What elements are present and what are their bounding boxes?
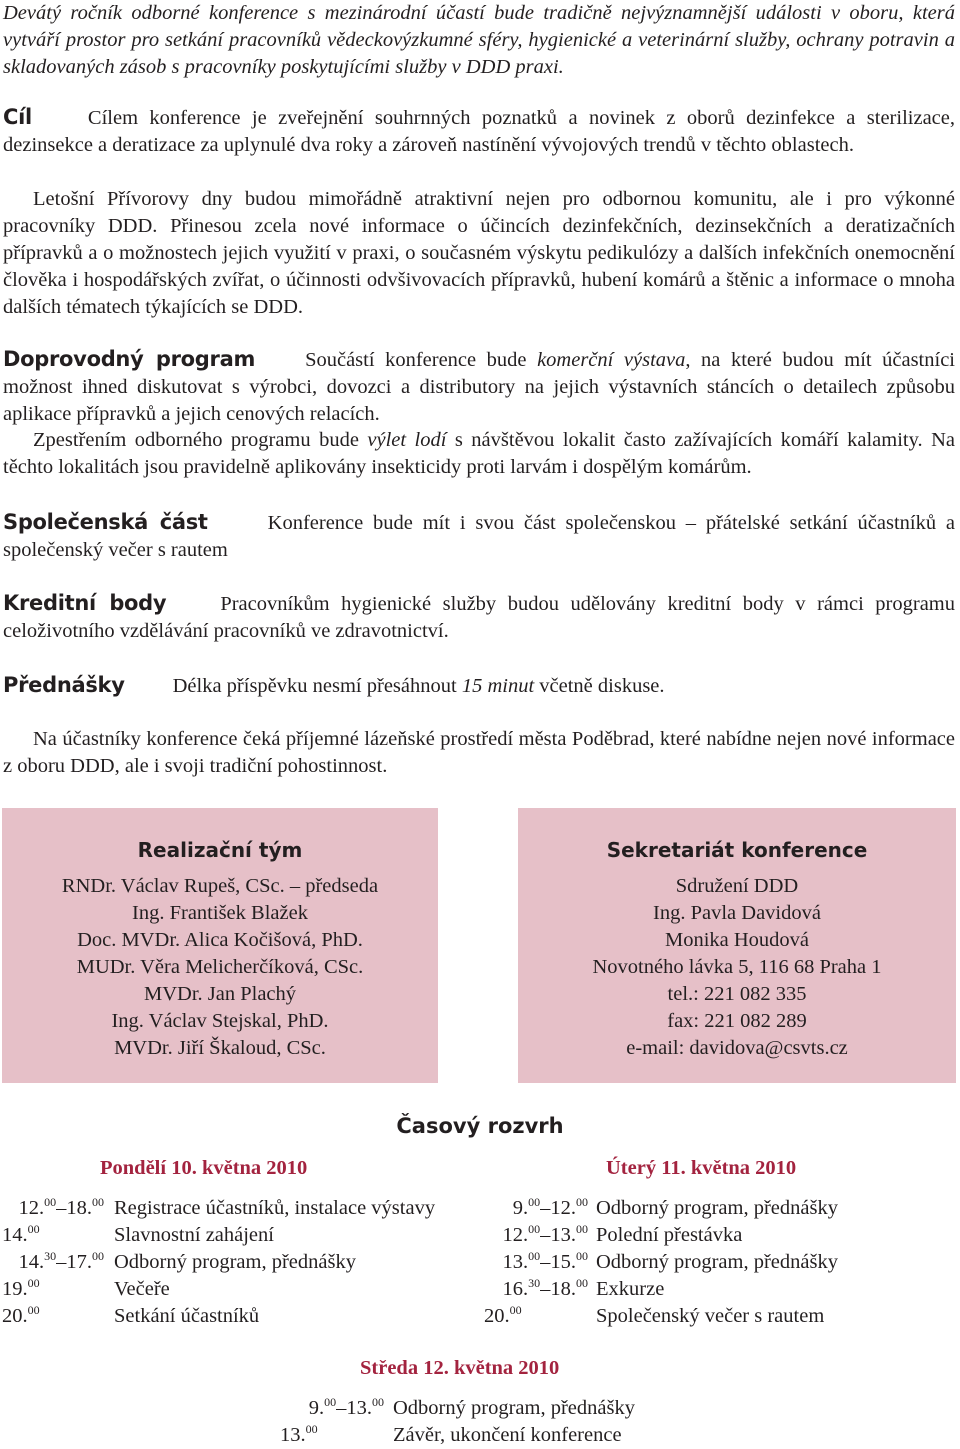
- accompanying-program-section: [3, 346, 955, 428]
- schedule-item-text: Odborný program, přednášky: [114, 1251, 356, 1273]
- schedule-title: Časový rozvrh: [396, 1114, 564, 1138]
- team-member: RNDr. Václav Rupeš, CSc. – předseda: [61, 875, 379, 897]
- accompanying-text-em: komerční výstava: [537, 349, 686, 371]
- schedule-day-heading: Úterý 11. května 2010: [606, 1157, 797, 1179]
- secretariat-list: [518, 873, 956, 1062]
- social-heading: Společenská část: [3, 510, 208, 534]
- secretariat-line: Monika Houdová: [664, 929, 810, 951]
- goal-text: Cílem konference je zveřejnění souhrnných poznatků a novinek z oborů dezinfekce a sterilizace, dezinsekce a deratizace za uplynulé dva roky a zároveň nastínění vývojových trendů v těchto oblastech.: [3, 107, 955, 156]
- team-list: [2, 873, 438, 1062]
- schedule-time: 9.00–13.00: [308, 1395, 384, 1419]
- schedule-item-text: Večeře: [114, 1278, 170, 1300]
- accompanying-text-a: Součástí konference bude: [305, 349, 538, 371]
- team-box: [2, 808, 438, 1083]
- schedule-time: 20.00: [2, 1303, 40, 1327]
- credits-text: Pracovníkům hygienické služby budou udělovány kreditní body v rámci programu celoživotního vzdělávání pracovníků ve zdravotnictví.: [3, 593, 956, 642]
- schedule-item-text: Registrace účastníků, instalace výstavy: [114, 1197, 436, 1219]
- schedule-time: 12.00–18.00: [18, 1195, 104, 1219]
- team-member: Ing. František Blažek: [132, 902, 308, 924]
- schedule-item-text: Slavnostní zahájení: [114, 1224, 274, 1246]
- schedule-item-text: Závěr, ukončení konference: [393, 1424, 622, 1446]
- schedule-time: 19.00: [2, 1276, 40, 1300]
- lectures-text-b: včetně diskuse.: [534, 675, 665, 697]
- lectures-section: [3, 672, 955, 700]
- schedule-time: 16.30–18.00: [502, 1276, 588, 1300]
- accompanying-text-b: , na které budou mít účastníci možnost ihned diskutovat s výrobci, dovozci a distributory na jejich výstavních stáncích o detailech způsobu aplikace přípravků a jejich cenových relacích.: [3, 349, 955, 425]
- closing-paragraph: Na účastníky konference čeká příjemné lázeňské prostředí města Poděbrad, které nabídne nejen nové informace z oboru DDD, ale i svoji tradiční pohostinnost.: [3, 728, 955, 777]
- team-member: Ing. Václav Stejskal, PhD.: [111, 1010, 329, 1032]
- secretariat-line: Novotného lávka 5, 116 68 Praha 1: [592, 956, 882, 978]
- goal-heading: Cíl: [3, 105, 32, 129]
- lectures-heading: Přednášky: [3, 673, 125, 697]
- secretariat-box: [518, 808, 956, 1083]
- schedule-item-text: Odborný program, přednášky: [596, 1251, 838, 1273]
- schedule-item-text: Odborný program, přednášky: [393, 1397, 635, 1419]
- credits-section: [3, 590, 955, 645]
- schedule-time: 13.00–15.00: [502, 1249, 588, 1273]
- social-section: [3, 509, 955, 564]
- team-member: MUDr. Věra Melicherčíková, CSc.: [76, 956, 364, 978]
- credits-heading: Kreditní body: [3, 591, 167, 615]
- secretariat-line: fax: 221 082 289: [667, 1010, 807, 1032]
- secretariat-line: tel.: 221 082 335: [667, 983, 807, 1005]
- team-member: MVDr. Jan Plachý: [143, 983, 297, 1005]
- lectures-text-a: Délka příspěvku nesmí přesáhnout: [172, 675, 462, 697]
- schedule-time: 13.00: [280, 1422, 318, 1446]
- accompanying-text-2: [3, 427, 955, 481]
- schedule-item-text: Společenský večer s rautem: [596, 1305, 825, 1327]
- lectures-text-em: 15 minut: [461, 675, 535, 697]
- goal-section: [3, 104, 955, 159]
- goal-text-2: Letošní Přívorovy dny budou mimořádně atraktivní nejen pro odbornou komunitu, ale i pro výkonné pracovníky DDD. Přinesou zcela nové informace o účincích dezinfekčních, dezinsekčních a deratizačních přípravků a o možnostech jejich využití v praxi, o současném výskytu pedikulózy a dalších infekčních onemocnění člověka i hospodářských zvířat, o účinnosti odvšivovacích přípravků, hubení komárů a štěnic a informace o mnoha dalších tématech týkajících se DDD.: [3, 188, 955, 318]
- trip-text-b: s návštěvou lokalit často zažívajících komáří kalamity. Na těchto lokalitách jsou pravidelně aplikovány insekticidy proti larvám i dospělým komárům.: [3, 429, 955, 478]
- schedule-item-text: Polední přestávka: [596, 1224, 743, 1246]
- intro-paragraph: Devátý ročník odborné konference s mezinárodní účastí bude tradičně nejvýznamnější události v oboru, která vytváří prostor pro setkání pracovníků vědeckovýzkumné sféry, hygienické a veterinární služby, ochrany potravin a skladovaných zásob s pracovníky poskytujícími služby v DDD praxi.: [3, 2, 955, 78]
- schedule-time: 14.00: [2, 1222, 40, 1246]
- secretariat-email[interactable]: e-mail: davidova@csvts.cz: [626, 1037, 848, 1059]
- team-title: Realizační tým: [137, 838, 303, 862]
- schedule-time: 20.00: [484, 1303, 522, 1327]
- schedule-day-heading: Pondělí 10. května 2010: [100, 1157, 308, 1179]
- schedule-item-text: Setkání účastníků: [114, 1305, 260, 1327]
- trip-text-em: výlet lodí: [367, 429, 447, 451]
- schedule-time: 9.00–12.00: [512, 1195, 588, 1219]
- schedule-time: 12.00–13.00: [502, 1222, 588, 1246]
- schedule-time: 14.30–17.00: [18, 1249, 104, 1273]
- secretariat-title: Sekretariát konference: [606, 838, 868, 862]
- trip-text-a: Zpestřením odborného programu bude: [33, 429, 368, 451]
- schedule-day-heading: Středa 12. května 2010: [360, 1357, 560, 1379]
- team-member: MVDr. Jiří Škaloud, CSc.: [114, 1037, 326, 1059]
- schedule-item-text: Exkurze: [596, 1278, 665, 1300]
- secretariat-line: Sdružení DDD: [675, 875, 799, 897]
- team-member: Doc. MVDr. Alica Kočišová, PhD.: [77, 929, 363, 951]
- schedule-item-text: Odborný program, přednášky: [596, 1197, 838, 1219]
- secretariat-line: Ing. Pavla Davidová: [653, 902, 821, 924]
- accompanying-program-heading: Doprovodný program: [3, 347, 256, 371]
- social-text: Konference bude mít i svou část společenskou – přátelské setkání účastníků a společenský večer s rautem: [3, 512, 955, 561]
